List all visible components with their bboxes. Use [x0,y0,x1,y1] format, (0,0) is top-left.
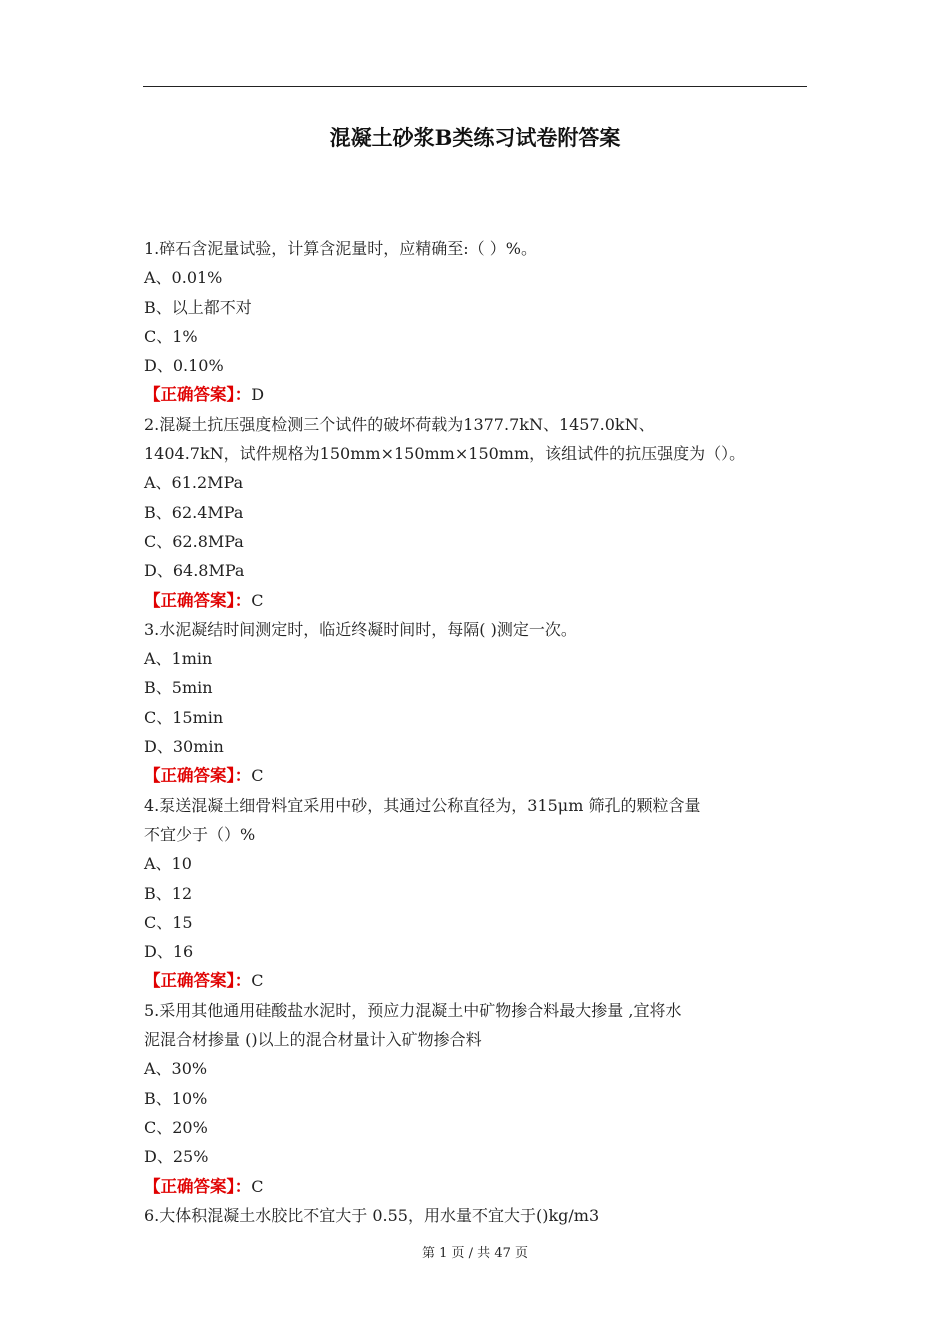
option-line: B、以上都不对 [144,297,252,317]
question-stem-line: 泥混合材掺量 ()以上的混合材量计入矿物掺合料 [144,1030,482,1050]
option-line: D、64.8MPa [144,561,245,581]
option-line: A、30% [144,1059,208,1079]
answer-tag: 【正确答案】： [144,590,252,610]
answer-line [144,586,808,615]
answer-tag: 【正确答案】： [144,766,252,786]
option-line: A、0.01% [144,268,223,288]
page-footer: 第 1 页 / 共 47 页 [422,1246,528,1261]
document-title: 混凝土砂浆B类练习试卷附答案 [329,125,621,150]
answer-tag: 【正确答案】： [144,1176,252,1196]
question-stem-line: 1404.7kN，试件规格为150mm×150mm×150mm，该组试件的抗压强度为（）。 [144,444,746,464]
question-stem-line: 4.泵送混凝土细骨料宜采用中砂，其通过公称直径为，315μm 筛孔的颗粒含量 [144,795,701,815]
option-line: B、12 [144,883,193,903]
option-line: C、20% [144,1117,208,1137]
option-line: A、61.2MPa [144,473,244,493]
question-stem-line: 1.碎石含泥量试验，计算含泥量时，应精确至:（ ）%。 [144,239,537,258]
option-line: A、1min [144,649,213,669]
header-rule [143,86,807,87]
question-stem-line: 3.水泥凝结时间测定时，临近终凝时间时，每隔( )测定一次。 [144,619,577,639]
answer-tag: 【正确答案】： [144,385,252,405]
answer-value: C [251,971,264,991]
question-list [144,234,808,1230]
option-line: B、10% [144,1088,208,1108]
answer-line [144,966,808,995]
answer-line [144,761,808,790]
option-line: D、16 [144,942,194,962]
question-stem-line: 2.混凝土抗压强度检测三个试件的破坏荷载为1377.7kN、1457.0kN、 [144,414,655,434]
question-stem-line: 6.大体积混凝土水胶比不宜大于 0.55，用水量不宜大于()kg/m3 [144,1205,600,1225]
answer-value: C [251,590,264,610]
option-line: D、0.10% [144,356,224,376]
option-line: C、1% [144,326,198,346]
question-stem-line: 不宜少于（）% [144,824,256,844]
option-line: D、25% [144,1147,209,1167]
question-stem-line: 5.采用其他通用硅酸盐水泥时，预应力混凝土中矿物掺合料最大掺量 ,宜将水 [144,1000,682,1020]
option-line: A、10 [144,854,192,874]
option-line: C、15min [144,707,224,727]
option-line: B、62.4MPa [144,502,244,522]
option-line: B、5min [144,678,213,698]
option-line: C、15 [144,912,193,932]
answer-line [144,380,808,409]
answer-tag: 【正确答案】： [144,971,252,991]
answer-value: D [251,385,265,405]
answer-value: C [251,766,264,786]
answer-line [144,1172,808,1201]
option-line: D、30min [144,737,224,757]
option-line: C、62.8MPa [144,531,244,551]
answer-value: C [251,1176,264,1196]
